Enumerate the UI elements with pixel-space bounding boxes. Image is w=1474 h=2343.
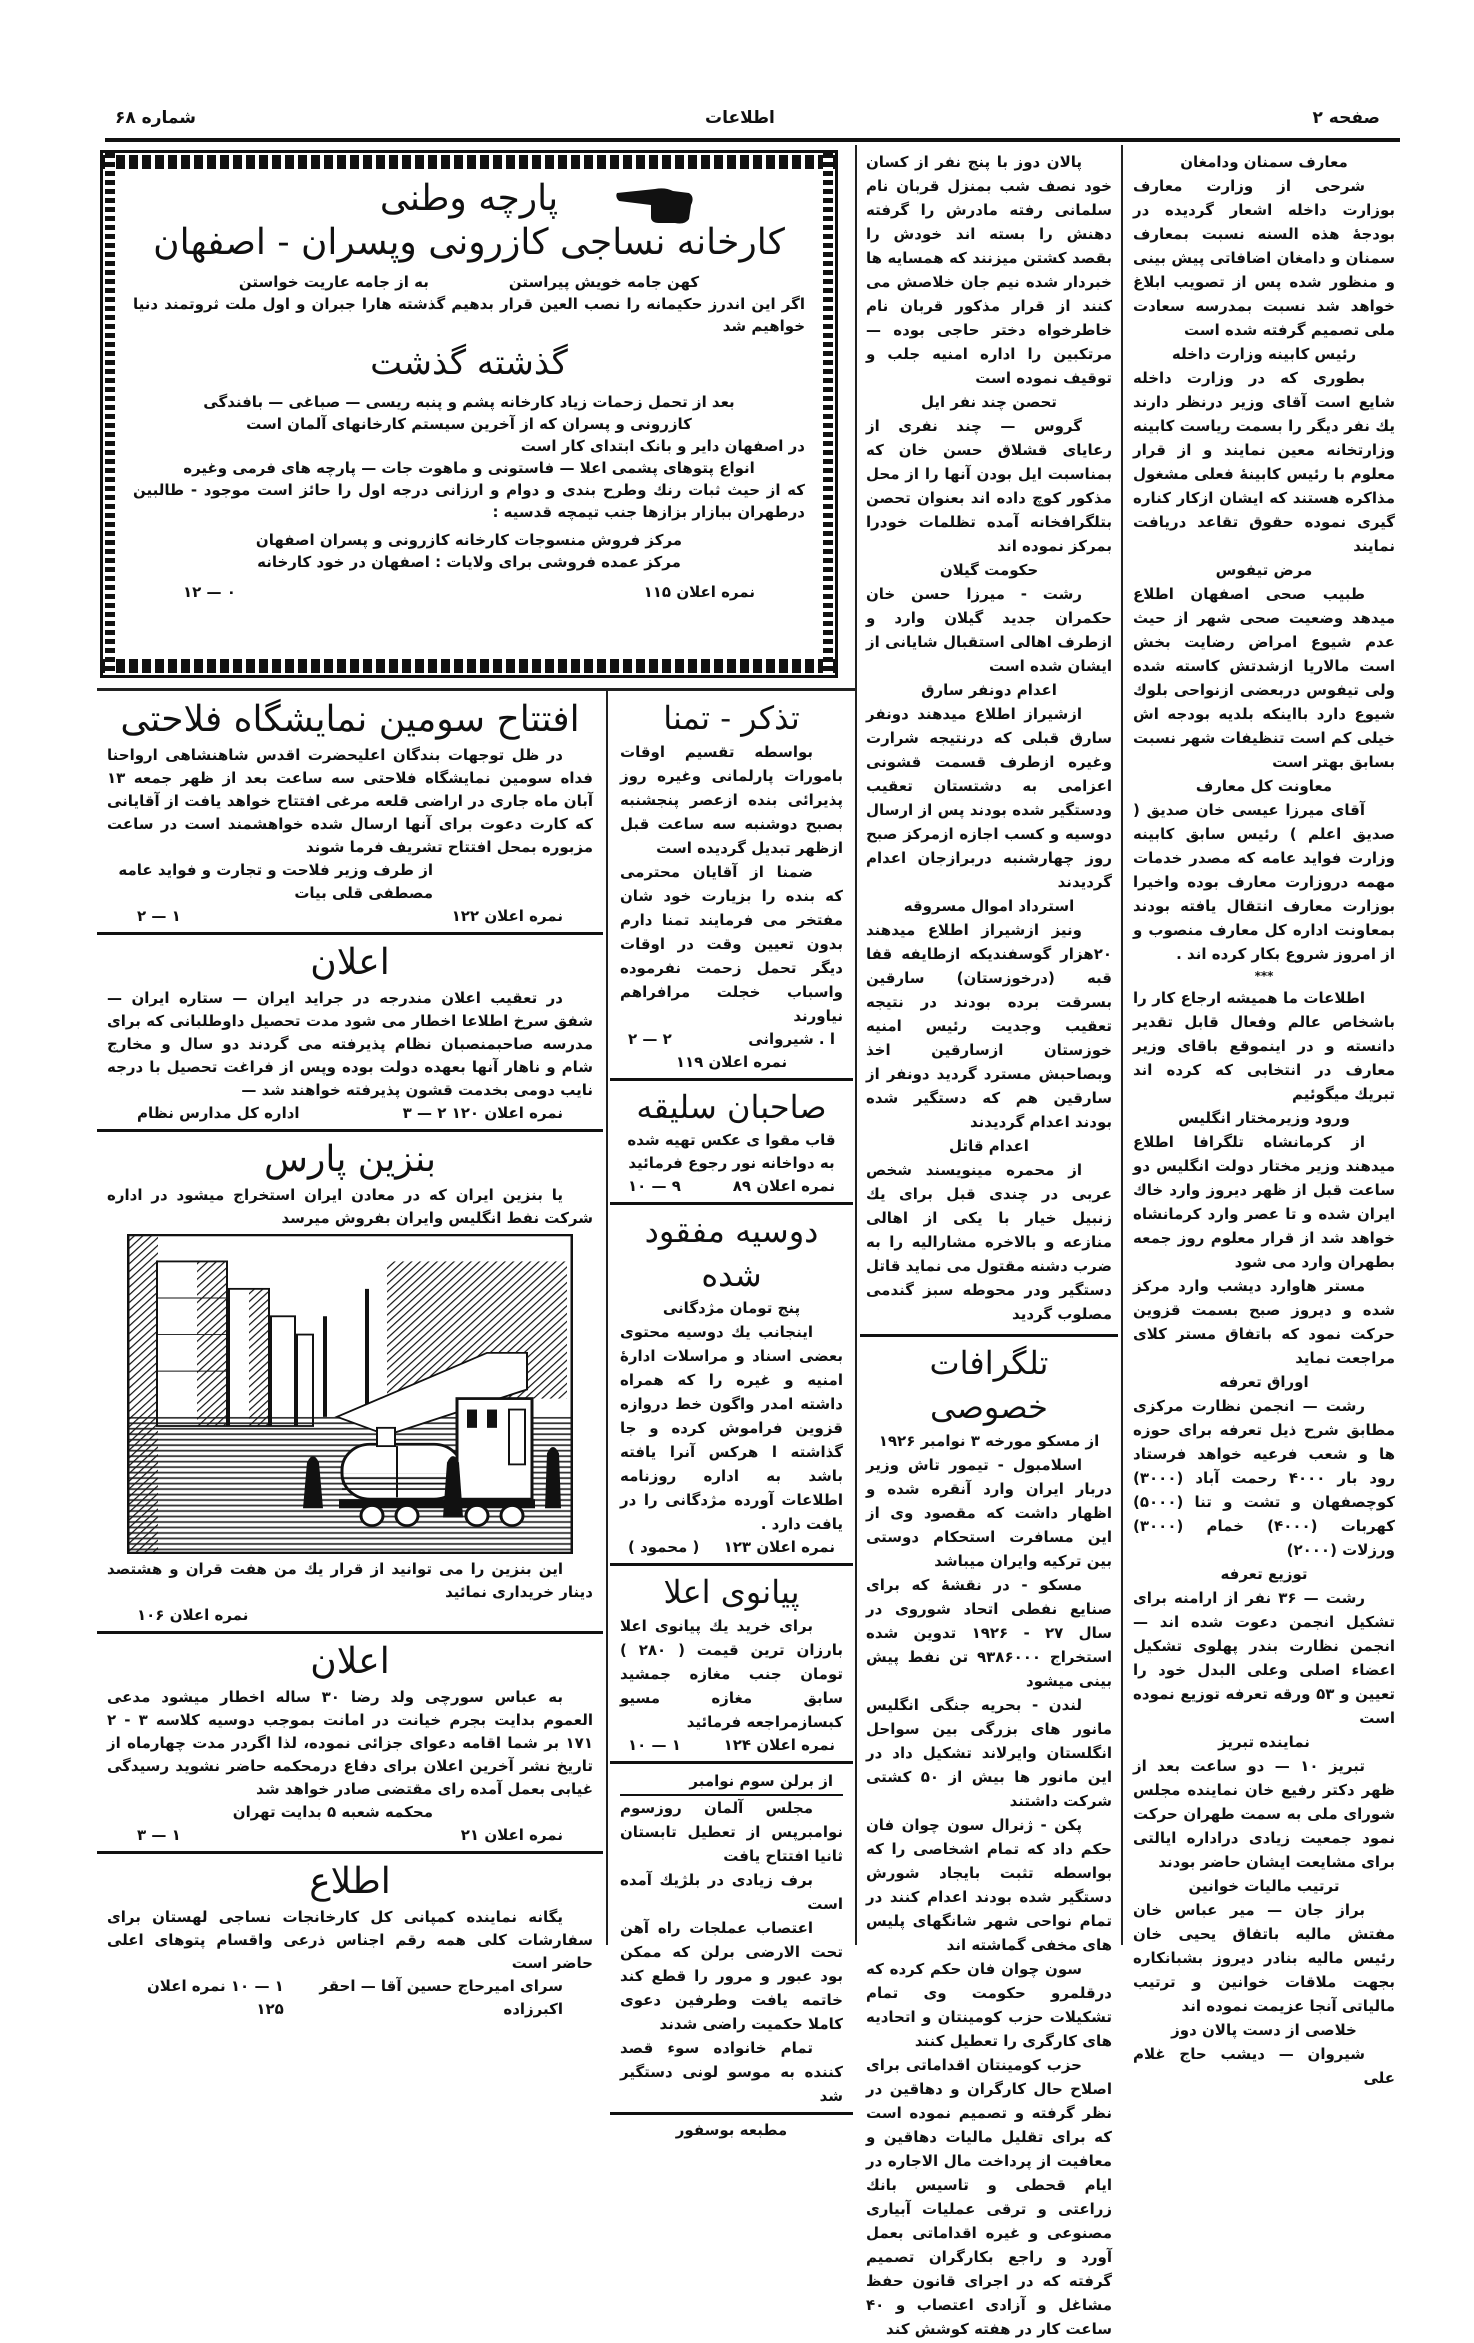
paragraph: به عباس سورچی ولد رضا ۳۰ ساله اخطار میشود مدعی العموم بدایت بجرم خیانت در امانت بموجب دوسیه کلاسه ۳ - ۲ ۱۷۱ بر شما اقامه دعوای جزائی نموده، لذا اگردر مدت چهارماه از تاریخ نشر آخرین اعلان برای دفاع درمحکمه حاضر نشوید رسیدگی غیابی بعمل آمده رای مقتضی صادر خواهد شد [107,1688,593,1798]
news-headline: خلاصی از دست پالان دوز [1171,2021,1357,2039]
ad-run: ۰ — ۱۲ [183,583,236,601]
headline: افتتاح سومین نمایشگاه فلاحتی [120,699,580,740]
news-headline: ورود وزیرمختار انگلیس [1178,1109,1350,1127]
ad-intro: اگر این اندرز حکیمانه را نصب العین قرار بدهیم گذشته هارا جبران و اول ملت ثروتمند دنیا خواهیم شد [133,295,805,335]
page-number: صفحه ۲ [1312,108,1380,128]
paragraph: حزب کومینتان اقداماتی برای اصلاح حال کارگران و دهاقین در نظر گرفته و تصمیم نموده است که برای تقلیل مالیات دهاقین و معافیت از پرداخت مال الاجاره در ایام قحطی و تاسیس بانك زراعتی و ترقی عملیات آبیاری مصنوعی و غیره اقداماتی بعمل آورد و راجع بکارگران تصمیم گرفته که در اجرای قانون حفظ مشاغل و آزادی اعتصاب و ۴۰ ساعت کار در هفته کوشش کند [866,2056,1112,2338]
news-headline: اعدام دونفر سارق [921,681,1057,699]
middle-ad [610,1566,853,1764]
ad-footer-row [620,1175,843,1198]
company-name: کارخانه نساجی کازرونی وپسران - اصفهان [153,222,785,263]
news-headline: اوراق تعرفه [1219,1373,1309,1391]
verse [123,271,815,293]
paragraph: طبیب صحی اصفهان اطلاع میدهد وضعیت صحی شهر از حیث عدم شیوع امراض رضایت بخش است مالاریا ازشدتش کاسته شده ولی تیفوس دربعضی ازنواحی بلوك شیوع دارد بااینکه بلدیه بودجه اش خیلی کم است تنظیفات شهر نسبت بسابق بهتر است [1133,585,1395,771]
paragraph: در تعقیب اعلان مندرجه در جراید ایران — ستاره ایران — شفق سرخ اطلاعا اخطار می شود مدت تحصیل داوطلبانی که برای مدرسه صاحبمنصبان نظام پذیرفته می گردند دو سال و مخارج شام و ناهار آنها بعهده دولت بوده وپس از فراغت تحصیل با درجه نایب دومی بخدمت قشون پذیرفته خواهند شد — [107,989,593,1099]
ornamental-border [823,153,833,675]
paragraph: رشت — انجمن نظارت مرکزی مطابق شرح ذیل تعرفه برای حوزه ها و شعب فرعیه خواهد فرستاد رود بار ۴۰۰۰ رحمت آباد (۳۰۰۰) کوچصفهان و تشت و تنا (۵۰۰۰) کهربات (۴۰۰۰) خمام (۳۰۰۰) ورزلات (۲۰۰۰) [1133,1397,1395,1559]
news-column-provinces [860,148,1118,2343]
centered-line: پنج تومان مژدگانی [662,1299,801,1317]
paragraph: یا بنزین ایران که در معادن ایران استخراج میشود در اداره شرکت نفط انگلیس وایران بفروش میرسد [107,1186,593,1227]
ad-line: مرکز عمده فروشی برای ولایات : اصفهان در خود کارخانه [257,553,681,571]
ad-line: مرکز فروش منسوجات کارخانه کازرونی و پسران اصفهان [255,531,683,549]
paragraph: براز جان — میر عباس خان مفتش مالیه باتفاق یحیی خان رئیس مالیه بنادر دیروز بشبانکاره بجهت ملاقات خوانین و ترتیب مالیاتی آنجا عزیمت نموده اند [1133,1901,1395,2015]
paragraph: اینجانب یك دوسیه محتوی بعضی اسناد و مراسلات ادارهٔ امنیه و غیره را که همراه داشته امدر واگون خط دروازه قزوین فراموش کرده و جا گذاشته ا هرکس آنرا یافته باشد به اداره روزنامه اطلاعات آورده مژدگانی را در یافت دارد . [620,1323,843,1533]
news-headline: حکومت گیلان [939,561,1039,579]
paragraph: رشت — ۳۶ نفر از ارامنه برای تشکیل انجمن دعوت شده اند — انجمن نظارت بندر پهلوی تشکیل اعضاء اصلی وعلی البدل خود را تعیین و ۵۳ ورقه تعرفه توزیع نموده است [1133,1589,1395,1727]
ad-footer-row [107,1975,593,2021]
centered-line: نمره اعلان ۱۱۹ [675,1053,788,1071]
ad-number: نمره اعلان ۱۲۰ ۲ — ۳ [402,1104,563,1122]
ornamental-border [105,153,115,675]
paragraph: از محمره مینویسند شخص عربی در چندی قبل برای یك زنبیل خیار با یکی از اهالی منازعه و بالاخره مشارالیه را به ضرب دشنه مقتول می نماید قاتل دستگیر ودر محوطه سبز گندمی مصلوب گردید [866,1161,1112,1323]
paragraph: اعتصاب عملجات راه آهن تحت الارضی برلن که ممکن بود عبور و مرور را قطع کند خاتمه یافت وطرفین دعوی کاملا حکمیت راضی شدند [620,1919,843,2033]
section-rule [860,1334,1118,1337]
paragraph: رشت - میرزا حسن خان حکمران جدید گیلان وارد و ازطرف اهالی استقبال شایانی از ایشان شده است [866,585,1112,675]
section-rule [97,688,855,691]
headline: بنزین پارس [264,1139,436,1180]
ad-line: انواع پتوهای پشمی اعلا — فاستونی و ماهوت جات — پارچه های فرمی وغیره [183,459,755,477]
ad-run: ( محمود ) [628,1538,700,1556]
paragraph: شیروان — دیشب حاج غلام علی [1133,2045,1395,2087]
ad-number: نمره اعلان ۲۱ [460,1826,563,1844]
paragraph: برای خرید یك پیانوی اعلا بارزان ترین قیمت ( ۲۸۰ ) تومان جنب مغازه جمشید سابق مغازه مسیو کبسازمراجعه فرمائید [620,1617,844,1731]
news-headline: معاونت کل معارف [1195,777,1333,795]
advertisements-left [97,692,603,2025]
ornamental-border [103,659,835,673]
paragraph: گروس — چند نفری از رعایای قشلاق حسن خان که بمناسبت ایل بودن آنها را از محل مذکور کوچ داده اند بعنوان تحصن بتلگرافخانه آمده تظلمات خودرا بمرکز نموده اند [866,417,1112,555]
news-headline: تحصن چند نفر ایل [921,393,1057,411]
paragraph: یگانه نماینده کمپانی کل کارخانجات نساجی لهستان برای سفارشات کلی همه رقم اجناس ذرعی واقسام پتوهای اعلی حاضر است [107,1908,593,1972]
verse-first-half: کهن جامه خویش پیراستن [508,273,700,291]
ad-run: ۲ — ۲ [628,1030,672,1048]
paragraph: تمام خانواده سوء قصد کننده به موسو لونی دستگیر شد [620,2039,843,2105]
ad-run: نمره اعلان ۱۰۶ [137,1606,249,1624]
centered-line: قاب مقوا ی عکس تهیه شده [627,1131,836,1149]
ad-footer-row [107,905,593,928]
ornamental-border [103,155,835,169]
news-headline: ترتیب مالیات خوانین [1188,1877,1340,1895]
separator: *** [1254,969,1274,983]
paragraph: شرحی از وزارت معارف بوزارت داخله اشعار گردیده در بودجهٔ هذه السنه نسبت بمعارف سمنان و دامغان اضافاتی پیش بینی و منظور شده پس از تصویب ابلاغ خواهد شد نسبت بمدرسه سعادت ملی تصمیم گرفته شده است [1133,177,1395,339]
masthead [105,108,1400,136]
ad-line: کازرونی و پسران که از آخرین سیستم کارخانهای آلمان است [246,415,692,433]
paragraph: ضمنا از آقایان محترمی که بنده را بزیارت خود شان مفتخر می فرمایند تمنا دارم بدون تعیین وقت در اوقات دیگر تحمل زحمت نفرموده واسباب خجلت مرافراهم نیاورند [620,863,843,1025]
ad-run: ۱ — ۱۰ نمره اعلان ۱۲۵ [147,1977,284,2018]
ad-line: بعد از تحمل زحمات زیاد کارخانه پشم و پنبه ریسی — صباغی — بافندگی [203,393,735,411]
news-headline: اعدام قاتل [949,1137,1029,1155]
paragraph: پکن - ژنرال سون چوان فان حکم داد که تمام اشخاصی را که بواسطه تثبت بایجاد شورش دستگیر شده بودند اعدام کنند در تمام نواحی شهر شانگهای پلیس های مخفی گماشته اند [866,1816,1112,1954]
signature: محکمه شعبه ۵ بدایت تهران [232,1803,433,1821]
headline: اعلان [310,942,390,983]
headline: تلگرافات خصوصی [929,1344,1049,1426]
classified-ad [97,692,603,935]
paragraph: اطلاعات ما همیشه ارجاع کار را باشخاص عالم وفعال قابل تقدیر دانسته و در اینموقع باقای وزیر معارف در انتخابی که کرده اند تبریك میگوئیم [1133,989,1395,1103]
paragraph: برف زیادی در بلژیك آمده است [620,1871,843,1913]
middle-ad [610,2115,853,2146]
ad-footer-row [620,1536,843,1559]
headline: پیانوی اعلا [663,1573,800,1611]
ad-footer-row [107,1604,593,1627]
paragraph: از کرمانشاه تلگرافا اطلاع میدهند وزیر مختار دولت انگلیس دو ساعت قبل از ظهر دیروز وارد خاك ایران شده و تا عصر وارد کرمانشاه خواهد شد از قرار معلوم روز جمعه بطهران وارد می شود [1133,1133,1395,1271]
column-rule [855,145,857,1945]
ad-run: ۱ — ۳ [137,1826,181,1844]
paragraph: مسکو - در نقشهٔ که برای صنایع نفطی اتحاد شوروی در سال ۲۷ - ۱۹۲۶ تدوین شده استخراج ۹۳۸۶۰۰۰ تن نفط پیش بینی میشود [866,1576,1113,1690]
ad-footer-row [107,1824,593,1847]
news-headline: نماینده تبریز [1218,1733,1310,1751]
news-headline: توزیع تعرفه [1220,1565,1308,1583]
classified-ad [97,935,603,1132]
column-rule [1121,145,1123,1945]
ad-footer-row [107,1102,593,1125]
paragraph: لندن - بحریه جنگی انگلیس مانور های بزرگی بین سواحل انگلستان وایرلاند تشکیل داد در این مانور ها بیش از ۵۰ کشتی شرکت داشتند [866,1696,1112,1810]
middle-ad [610,1081,853,1205]
ad-number: نمره اعلان ۱۱۵ [643,583,755,601]
news-headline: معارف سمنان ودامغان [1180,153,1348,171]
headline: تذکر - تمنا [663,699,800,737]
ad-run: اداره کل مدارس نظام [137,1104,300,1122]
paragraph: سون چوان فان حکم کرده که درقلمرو حکومت وی تمام تشکیلات حزب کومینتان و اتحادیه های کارگری را تعطیل کنند [866,1960,1112,2050]
ad-subheadline: گذشته گذشت [370,343,568,383]
pointing-hand-icon [615,179,695,227]
headline: اطلاع [309,1861,391,1902]
paragraph: بطوری که در وزارت داخله شایع است آقای وزیر درنظر دارند یك نفر دیگر را بسمت ریاست کابینه وزارتخانه معین نمایند و از قرار معلوم با رئیس کابینهٔ فعلی مشغول مذاکره هستند که ایشان ازکار کناره گیری نموده حقوق تقاعد دریافت نمایند [1133,369,1395,555]
news-headline: استرداد اموال مسروقه [903,897,1075,915]
classified-ad [97,1634,603,1854]
middle-ad [610,1205,853,1566]
ad-line: در اصفهان دایر و بانک ابتدای کار است [520,437,805,455]
headline: دوسیه مفقود شده [644,1212,819,1294]
special-telegrams [860,1339,1118,2343]
middle-ad [610,692,853,1081]
column-rule [606,690,608,1945]
ad-number: نمره اعلان ۱۲۲ [451,907,563,925]
paragraph: بواسطه تقسیم اوقات بامورات پارلمانی وغیره روز پذیرائی بنده ازعصر پنجشنبه بصبح دوشنبه سه ساعت قبل ازظهر تبدیل گردیده است [620,743,843,857]
ad-headline: پارچه وطنی [379,178,559,219]
section-heading: از برلن سوم نوامبر [620,1768,843,1796]
verse-second-half: به از جامه عاریت خواستن [238,273,429,291]
ad-number: نمره اعلان ۱۲۴ [723,1736,835,1754]
centered-line: به دواخانه نور رجوع فرمائید [628,1154,835,1172]
news-column-capital [1125,148,1403,2092]
ad-number: نمره اعلان ۱۲۳ [723,1538,835,1556]
classified-ad [97,1132,603,1634]
ad-number: سرای امیرحاج حسین آقا — احقر اکبرزاده [319,1977,563,2018]
paragraph: تبریز ۱۰ — دو ساعت بعد از ظهر دکتر رفیع خان نماینده مجلس شورای ملی به سمت طهران حرکت نمود جمعیت زیادی دراداره ایالتی برای مشایعت ایشان حاضر بودند [1133,1757,1395,1871]
paragraph: اسلامبول - تیمور تاش وزیر دربار ایران وارد آنقره شده و اظهار داشت که مقصود وی از این مسافرت استحکام دوستی بین ترکیه وایران میباشد [866,1456,1112,1570]
refinery-illustration [127,1234,573,1554]
ad-run: ۱ — ۱۰ [628,1736,681,1754]
textile-advertisement [100,150,838,678]
classified-ad [97,1854,603,2025]
news-headline: مرض تیفوس [1215,561,1313,579]
ad-line: که از حیث ثبات رنك وطرح بندی و دوام و ارزانی درجه اول را حائز است موجود - طالبین درطهران ببازار بزازها جنب تیمچه قدسیه : [133,481,805,521]
signature: از طرف وزیر فلاحت و تجارت و فواید عامه [118,861,433,879]
paragraph: مستر هاوارد دیشب وارد مرکز شده و دیروز صبح بسمت قزوین حرکت نمود که باتفاق مستر کلای مراجعت نماید [1133,1277,1395,1367]
masthead-rule [105,138,1400,142]
middle-ad [610,1764,853,2115]
news-headline: از مسکو مورخه ۳ نوامبر ۱۹۲۶ [878,1432,1100,1450]
issue-number: شماره ۶۸ [115,108,197,128]
paragraph: مجلس آلمان روزسوم نوامبرپس از تعطیل تابستان ثانیا افتتاح یافت [620,1799,843,1865]
headline: صاحبان سلیقه [636,1088,827,1126]
ad-run: ۹ — ۱۰ [628,1177,681,1195]
ad-number: نمره اعلان ۸۹ [732,1177,835,1195]
ad-run: ۱ — ۲ [137,907,181,925]
paragraph: ازشیراز اطلاع میدهند دونفر سارق قبلی که درنتیجه شرارت وغیره ازطرف قسمت قشونی اعزامی به دشتستان تعقیب ودستگیر شده بودند پس از ارسال دوسیه و کسب اجازه ازمرکز صبح روز چهارشنبه دربرازجان اعدام گردیدند [866,705,1112,891]
ad-number: ا . شیروانی [748,1030,835,1048]
paragraph: پالان دوز با پنج نفر از کسان خود نصف شب بمنزل قربان نام سلمانی رفته مادرش را گرفته دهنش را بسته اند خودش را بقصد کشتن میزنند که همسایه ها خبردار شده نیم جان خلاصش می کنند از قرار مذکور قربان نام خاطرخواه دختر حاجی بوده — مرتکبین را اداره امنیه جلب و توقیف نموده است [866,153,1112,387]
news-headline: رئیس کابینه وزارت داخله [1171,345,1357,363]
paragraph: ونیز ازشیراز اطلاع میدهند ۲۰هزار گوسفندیکه ازطایفه قفا قبه (درخوزستان) سارقین بسرقت برده بودند در نتیجه تعقیب وجدیت رئیس امنیه خوزستان ازسارقین اخذ وبصاحبش مسترد گردید دونفر از سارقین هم که دستگیر شده بودند اعدام گردیدند [866,921,1112,1131]
signature: مصطفی قلی بیات [294,884,433,902]
ad-footer-row [620,1734,843,1757]
paragraph: آقای میرزا عیسی خان صدیق ( صدیق اعلم ) رئیس سابق کابینه وزارت فواید عامه که مصدر خدمات مهمه دروزارت معارف بوده واخیرا بوزارت معارف انتقال یافته بودند بمعاونت اداره کل معارف منصوب و از امروز شروع بکار کرده اند . [1133,801,1395,963]
ad-footer-row [620,1028,843,1051]
paragraph: این بنزین را می توانید از قرار یك من هفت قران و هشتصد دینار خریداری نمائید [107,1560,593,1601]
paragraph: در ظل توجهات بندگان اعلیحضرت اقدس شاهنشاهی ارواحنا فداه سومین نمایشگاه فلاحتی سه ساعت بعد از ظهر جمعه ۱۳ آبان ماه جاری در اراضی قلعه مرغی افتتاح خواهد یافت از آقایانی که کارت دعوت برای آنها ارسال شده خواهشمند است در ساعت مزبوره بمحل افتتاح تشریف فرما شوند [107,746,593,856]
newspaper-title: اطلاعات [705,108,775,128]
advertisements-middle [610,692,853,2146]
centered-line: مطبعه بوسفور [675,2121,788,2139]
headline: اعلان [310,1641,390,1682]
